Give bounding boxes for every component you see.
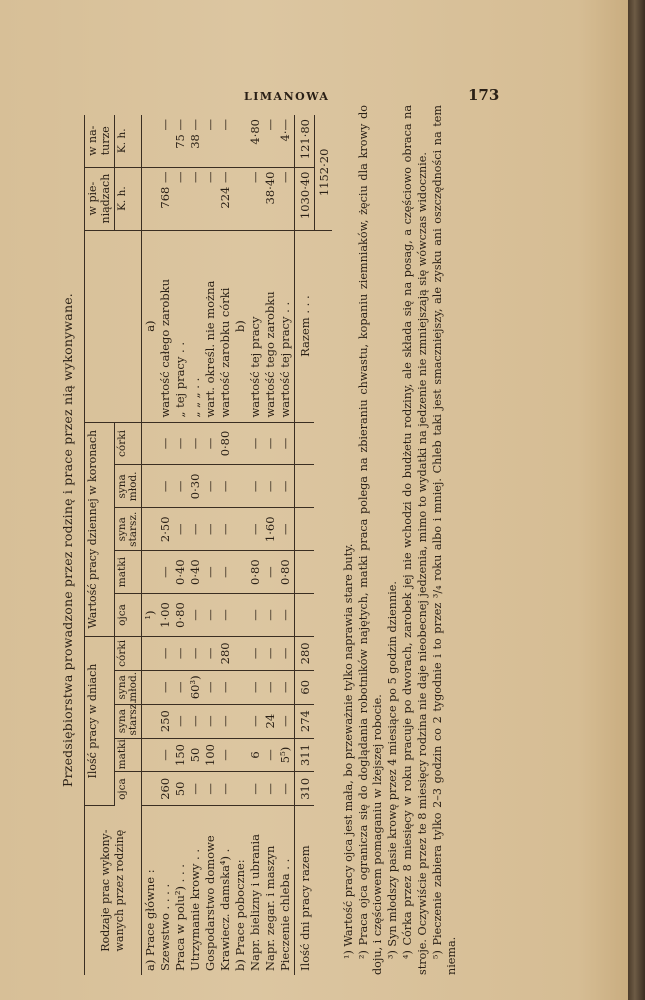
spacer-line (233, 709, 248, 734)
cell-value: — (248, 523, 263, 535)
spacer-line (233, 598, 248, 632)
cell-value: — (248, 437, 263, 450)
spacer-line (143, 709, 158, 734)
cell-value: — (203, 681, 218, 694)
grand-empty (314, 594, 332, 637)
cell-value: — (248, 647, 263, 660)
spacer-line (143, 743, 158, 768)
cell-value: — (263, 681, 278, 694)
cell-value-col (142, 551, 295, 594)
total-money: 1030·40 (295, 167, 314, 230)
header-description (84, 230, 142, 422)
cell-value: 0·40 (173, 559, 188, 585)
cell-value: 1·00 (158, 602, 173, 628)
cell-amount: 4·80 (248, 119, 263, 145)
cell-days-col (142, 772, 295, 806)
cell-value: 50 (188, 747, 203, 763)
total-days: 274 (295, 704, 314, 738)
row-label: Utrzymanie krowy . . (188, 848, 203, 971)
total-empty (295, 508, 314, 551)
cell-value: — (263, 609, 278, 621)
spacer-line (233, 427, 248, 461)
cell-value: — (158, 437, 173, 450)
grand-empty (314, 230, 332, 422)
total-empty (295, 551, 314, 594)
cell-value: — (218, 566, 233, 578)
row-description: wart. określ. nie można (203, 280, 218, 418)
cell-value: — (173, 681, 188, 694)
cell-value: 0·80 (218, 430, 233, 457)
cell-value: — (173, 715, 188, 727)
header-value: Wartość pracy dziennej w koronach (84, 422, 115, 636)
row-description: wartość tej pracy (248, 316, 263, 418)
cell-value: 150 (173, 744, 188, 766)
table-row-total (295, 115, 314, 975)
grand-empty (314, 636, 332, 670)
cell-amount: — (263, 119, 278, 131)
cell-value: — (218, 609, 233, 621)
spacer-line (143, 641, 158, 666)
cell-value: 100 (203, 744, 218, 766)
cell-value: — (203, 715, 218, 727)
cell-value: — (218, 523, 233, 535)
spacer-line (143, 555, 158, 589)
cell-days-col (142, 670, 295, 704)
cell-amount: 768 — (158, 171, 173, 209)
cell-value: — (158, 681, 173, 694)
footnote-4: ⁴) Córka przez 8 miesięcy w roku pracuje po dworach, zarobek jej nie wchodzi do budżetu rodziny, ale składa się na posag, a częściowo obraca na stroje. Oczywiście przez te 8 miesięcy rodzina nie daje nieobecnej jedzenia, mimo to wydatki na jedzenie nie zmniejszają się wówczas widocznie. (401, 105, 429, 975)
book-edge (628, 0, 645, 1000)
spacer-line (233, 776, 248, 801)
cell-value: — (188, 783, 203, 795)
row-description: wartość zarobku córki (218, 287, 233, 418)
cell-value: — (173, 647, 188, 660)
row-label: Krawiecz. damska⁴) . (218, 848, 233, 971)
cell-value: — (188, 523, 203, 535)
cell-value: — (158, 480, 173, 493)
cell-amount: — (188, 171, 203, 184)
cell-amount: — (278, 171, 293, 184)
cell-value: — (278, 609, 293, 621)
total-empty (295, 594, 314, 637)
total-days: 310 (295, 772, 314, 806)
header-value-elder-son: syna starsz. (115, 508, 142, 551)
cell-value: 1·60 (263, 516, 278, 543)
cell-value: — (203, 480, 218, 493)
header-kind-unit: K. h. (115, 115, 142, 167)
header-days-daughter: córki (115, 636, 142, 670)
cell-value: — (173, 480, 188, 493)
header-money: w pie-niądzach (84, 167, 115, 230)
row-description: „ „ „ . . (188, 377, 203, 418)
cell-value: 50 (173, 781, 188, 797)
cell-value: — (263, 647, 278, 660)
spacer-line (233, 469, 248, 503)
section-a-title: a) Prace główne : (143, 869, 158, 971)
rotated-table-block (60, 105, 530, 975)
cell-value: — (203, 609, 218, 621)
header-value-daughter: córki (115, 422, 142, 465)
cell-value: — (158, 647, 173, 660)
budget-table (84, 115, 332, 975)
table-caption: Przedsiębiorstwa prowadzone przez rodzinę i prace przez nią wykonywane. (60, 293, 75, 787)
cell-value: — (248, 609, 263, 621)
grand-empty (314, 772, 332, 806)
running-head: LIMANOWA (244, 90, 330, 103)
header-money-unit: K. h. (115, 167, 142, 230)
cell-value: — (203, 566, 218, 578)
header-in-kind: w na-turze (84, 115, 115, 167)
spacer-line (233, 641, 248, 666)
table-body (142, 115, 332, 975)
cell-amount: 75 — (173, 119, 188, 149)
cell-value: — (188, 609, 203, 621)
grand-empty (314, 704, 332, 738)
header-days-father: ojca (115, 772, 142, 806)
spacer-line (143, 776, 158, 801)
cell-value: 0·30 (188, 473, 203, 500)
row-description: wartość tej pracy . . (278, 301, 293, 418)
page-number: 173 (468, 86, 500, 104)
section-a-marker: a) (143, 320, 158, 332)
total-empty (295, 422, 314, 465)
cell-amount: 4·— (278, 119, 293, 142)
cell-value: — (218, 749, 233, 761)
cell-value: — (278, 783, 293, 795)
cell-value: 0·80 (278, 559, 293, 585)
grand-empty (314, 738, 332, 772)
cell-amount: — (203, 119, 218, 131)
cell-value-col (142, 422, 295, 465)
spacer-line (143, 427, 158, 461)
cell-value-col (142, 508, 295, 551)
header-days-mother: matki (115, 738, 142, 772)
cell-value: 6 (248, 751, 263, 759)
cell-value: — (188, 437, 203, 450)
cell-value: 5⁵) (278, 746, 293, 764)
cell-value: — (263, 749, 278, 761)
total-days: 280 (295, 636, 314, 670)
cell-money-col (142, 167, 295, 230)
header-days: Ilość pracy w dniach (84, 636, 115, 805)
total-description: Razem . . . (295, 230, 314, 422)
cell-value: — (218, 715, 233, 727)
cell-value: 0·80 (173, 602, 188, 628)
table-row-grand-total (314, 115, 332, 975)
footnote-2: ²) Praca ojca ogranicza się do doglądania robotników najętych, matki praca polega na zbieraniu chwastu, kopaniu ziemniaków, żęciu dla krowy do doju, i częściowem pomaganiu w lżejszej robocie. (356, 105, 385, 975)
total-label: Ilość dni pracy razem (295, 806, 314, 975)
cell-value: 60³) (188, 675, 203, 700)
cell-value-col (142, 465, 295, 508)
cell-value: — (278, 480, 293, 493)
spacer-line (143, 675, 158, 700)
cell-value: 2·50 (158, 516, 173, 543)
cell-value: — (248, 681, 263, 694)
cell-days-col (142, 636, 295, 670)
cell-value: — (278, 523, 293, 535)
cell-value: 260 (158, 777, 173, 800)
footnote-5: ⁵) Pieczenie zabiera tylko 2–3 godzin co 2 tygodnie i to przez ³/₄ roku albo i mniej. Chleb taki jest smaczniejszy, ale zysku ani oszczędności na tem niema. (430, 105, 459, 975)
cell-amount: 38 — (188, 119, 203, 149)
cell-value: 0·80 (248, 559, 263, 585)
cell-value: — (203, 437, 218, 450)
cell-value: — (203, 783, 218, 795)
table-row-entries (142, 115, 295, 975)
cell-value: — (218, 480, 233, 493)
spacer-line (143, 512, 158, 546)
total-days: 60 (295, 670, 314, 704)
section-b-marker: b) (233, 320, 248, 333)
cell-value: — (263, 783, 278, 795)
cell-days-col (142, 704, 295, 738)
spacer-line (143, 119, 158, 163)
cell-value: — (218, 783, 233, 795)
total-kind: 121·80 (295, 115, 314, 167)
header-days-younger-son: syna młod. (115, 670, 142, 704)
cell-value: — (203, 523, 218, 535)
grand-empty (314, 551, 332, 594)
cell-amount: 38·40 (263, 171, 278, 205)
cell-kind-col (142, 115, 295, 167)
spacer-line (143, 172, 158, 226)
footnote-3: ³) Syn młodszy pasie krowę przez 4 miesiące po 5 godzin dziennie. (386, 581, 400, 959)
cell-value: 280 (218, 642, 233, 665)
cell-value: — (263, 566, 278, 578)
cell-descriptions (142, 230, 295, 422)
cell-labels (142, 806, 295, 975)
header-value-mother: matki (115, 551, 142, 594)
grand-empty (314, 670, 332, 704)
grand-empty (314, 465, 332, 508)
cell-value: — (158, 566, 173, 578)
cell-value: — (218, 681, 233, 694)
row-label: Gospodarstwo domowe (203, 835, 218, 971)
header-kind-of-work: Rodzaje prac wykony-wanych przez rodzinę (84, 806, 142, 975)
cell-value: — (248, 783, 263, 795)
grand-empty (314, 508, 332, 551)
cell-amount: — (218, 119, 233, 131)
spacer-line (233, 743, 248, 768)
grand-total: 1152·20 (314, 115, 332, 230)
cell-value: — (203, 647, 218, 660)
row-label: Praca w polu²) . . . (173, 864, 188, 971)
cell-value: — (278, 681, 293, 694)
cell-value: — (158, 749, 173, 761)
cell-value: — (188, 647, 203, 660)
spacer-line (233, 119, 248, 163)
row-label: Napr. bielizny i ubrania (248, 833, 263, 971)
total-empty (295, 465, 314, 508)
cell-amount: — (173, 171, 188, 184)
cell-value: — (173, 523, 188, 535)
grand-empty (314, 806, 332, 975)
cell-value: 250 (158, 710, 173, 733)
cell-value: — (278, 715, 293, 727)
cell-amount: 224 — (218, 171, 233, 209)
spacer-line (143, 469, 158, 503)
cell-amount: — (203, 171, 218, 184)
cell-value: — (188, 715, 203, 727)
header-days-elder-son: syna starsz. (115, 704, 142, 738)
footnotes (342, 105, 460, 975)
cell-value: — (278, 647, 293, 660)
header-value-younger-son: syna młod. (115, 465, 142, 508)
cell-value: — (263, 480, 278, 493)
header-value-father: ojca (115, 594, 142, 637)
cell-value: — (248, 715, 263, 727)
cell-days-col (142, 738, 295, 772)
grand-empty (314, 422, 332, 465)
total-days: 311 (295, 738, 314, 772)
cell-value: 0·40 (188, 559, 203, 585)
footnote-marker: ¹) (143, 610, 158, 620)
row-label: Szewstwo . . . . (158, 883, 173, 971)
row-label: Napr. zegar. i maszyn (263, 845, 278, 971)
cell-value: — (248, 480, 263, 493)
spacer-line (233, 675, 248, 700)
spacer-line (233, 172, 248, 226)
row-description: „ tej pracy . . (173, 342, 188, 418)
footnote-1: ¹) Wartość pracy ojca jest mała, bo przeważnie tylko naprawia stare buty. (341, 543, 355, 959)
section-b-title: b) Prace poboczne: (233, 859, 248, 971)
spacer-line (233, 512, 248, 546)
cell-value: — (173, 437, 188, 450)
cell-value: 24 (263, 713, 278, 729)
row-label: Pieczenie chleba . . (278, 858, 293, 971)
cell-value-col (142, 594, 295, 637)
cell-amount: — (248, 171, 263, 184)
row-description: wartość całego zarobku (158, 278, 173, 418)
row-description: wartość tego zarobku (263, 291, 278, 418)
cell-value: — (263, 437, 278, 450)
cell-value: — (278, 437, 293, 450)
spacer-line (233, 555, 248, 589)
cell-amount: — (158, 119, 173, 131)
